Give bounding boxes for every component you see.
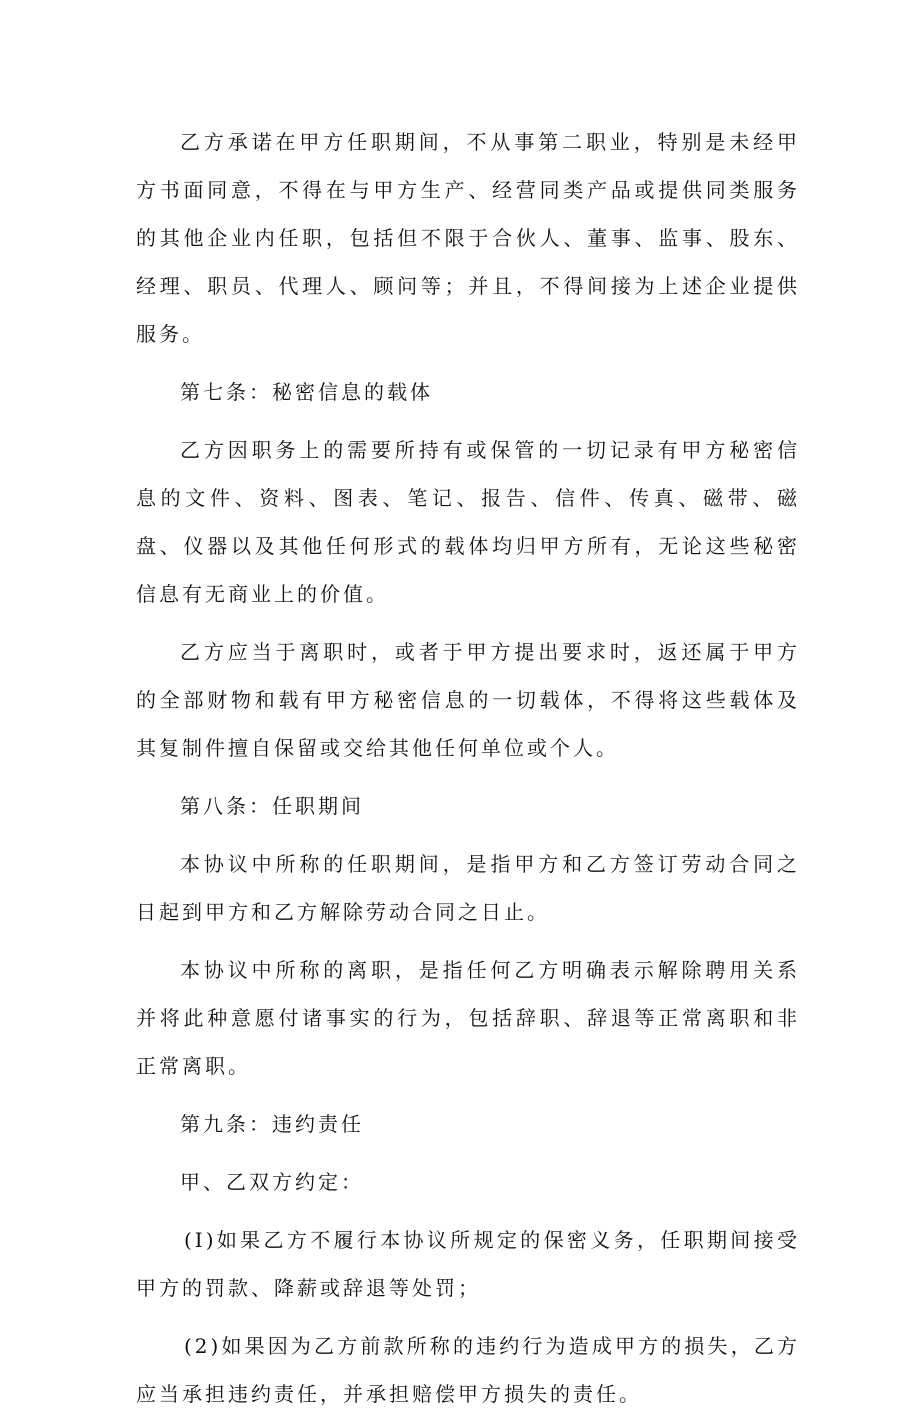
paragraph-parties-agree: 甲、乙双方约定： — [180, 1170, 364, 1194]
article-8-heading: 第八条：任职期间 — [180, 794, 364, 818]
document-body — [136, 118, 800, 1428]
paragraph-non-compete: 乙方承诺在甲方任职期间，不从事第二职业，特别是未经甲方书面同意，不得在与甲方生产、经营同类产品或提供同类服务的其他企业内任职，包括但不限于合伙人、董事、监事、股东、经理、职员、代理人、顾问等；并且，不得间接为上述企业提供服务。 — [136, 130, 800, 346]
article-7-heading: 第七条：秘密信息的载体 — [180, 380, 433, 404]
paragraph-employment-term: 本协议中所称的任职期间，是指甲方和乙方签订劳动合同之日起到甲方和乙方解除劳动合同之日止。 — [136, 852, 800, 924]
article-9-heading: 第九条：违约责任 — [180, 1112, 364, 1136]
paragraph-return-property: 乙方应当于离职时，或者于甲方提出要求时，返还属于甲方的全部财物和载有甲方秘密信息的一切载体，不得将这些载体及其复制件擅自保留或交给其他任何单位或个人。 — [136, 640, 800, 760]
list-item-2: (2)如果因为乙方前款所称的违约行为造成甲方的损失，乙方应当承担违约责任，并承担赔偿甲方损失的责任。 — [136, 1334, 800, 1406]
paragraph-resignation-definition: 本协议中所称的离职，是指任何乙方明确表示解除聘用关系并将此种意愿付诸事实的行为，包括辞职、辞退等正常离职和非正常离职。 — [136, 958, 800, 1078]
paragraph-secret-carriers: 乙方因职务上的需要所持有或保管的一切记录有甲方秘密信息的文件、资料、图表、笔记、报告、信件、传真、磁带、磁盘、仪器以及其他任何形式的载体均归甲方所有，无论这些秘密信息有无商业上的价值。 — [136, 438, 800, 606]
list-item-1: (I)如果乙方不履行本协议所规定的保密义务，任职期间接受甲方的罚款、降薪或辞退等处罚； — [136, 1228, 800, 1300]
